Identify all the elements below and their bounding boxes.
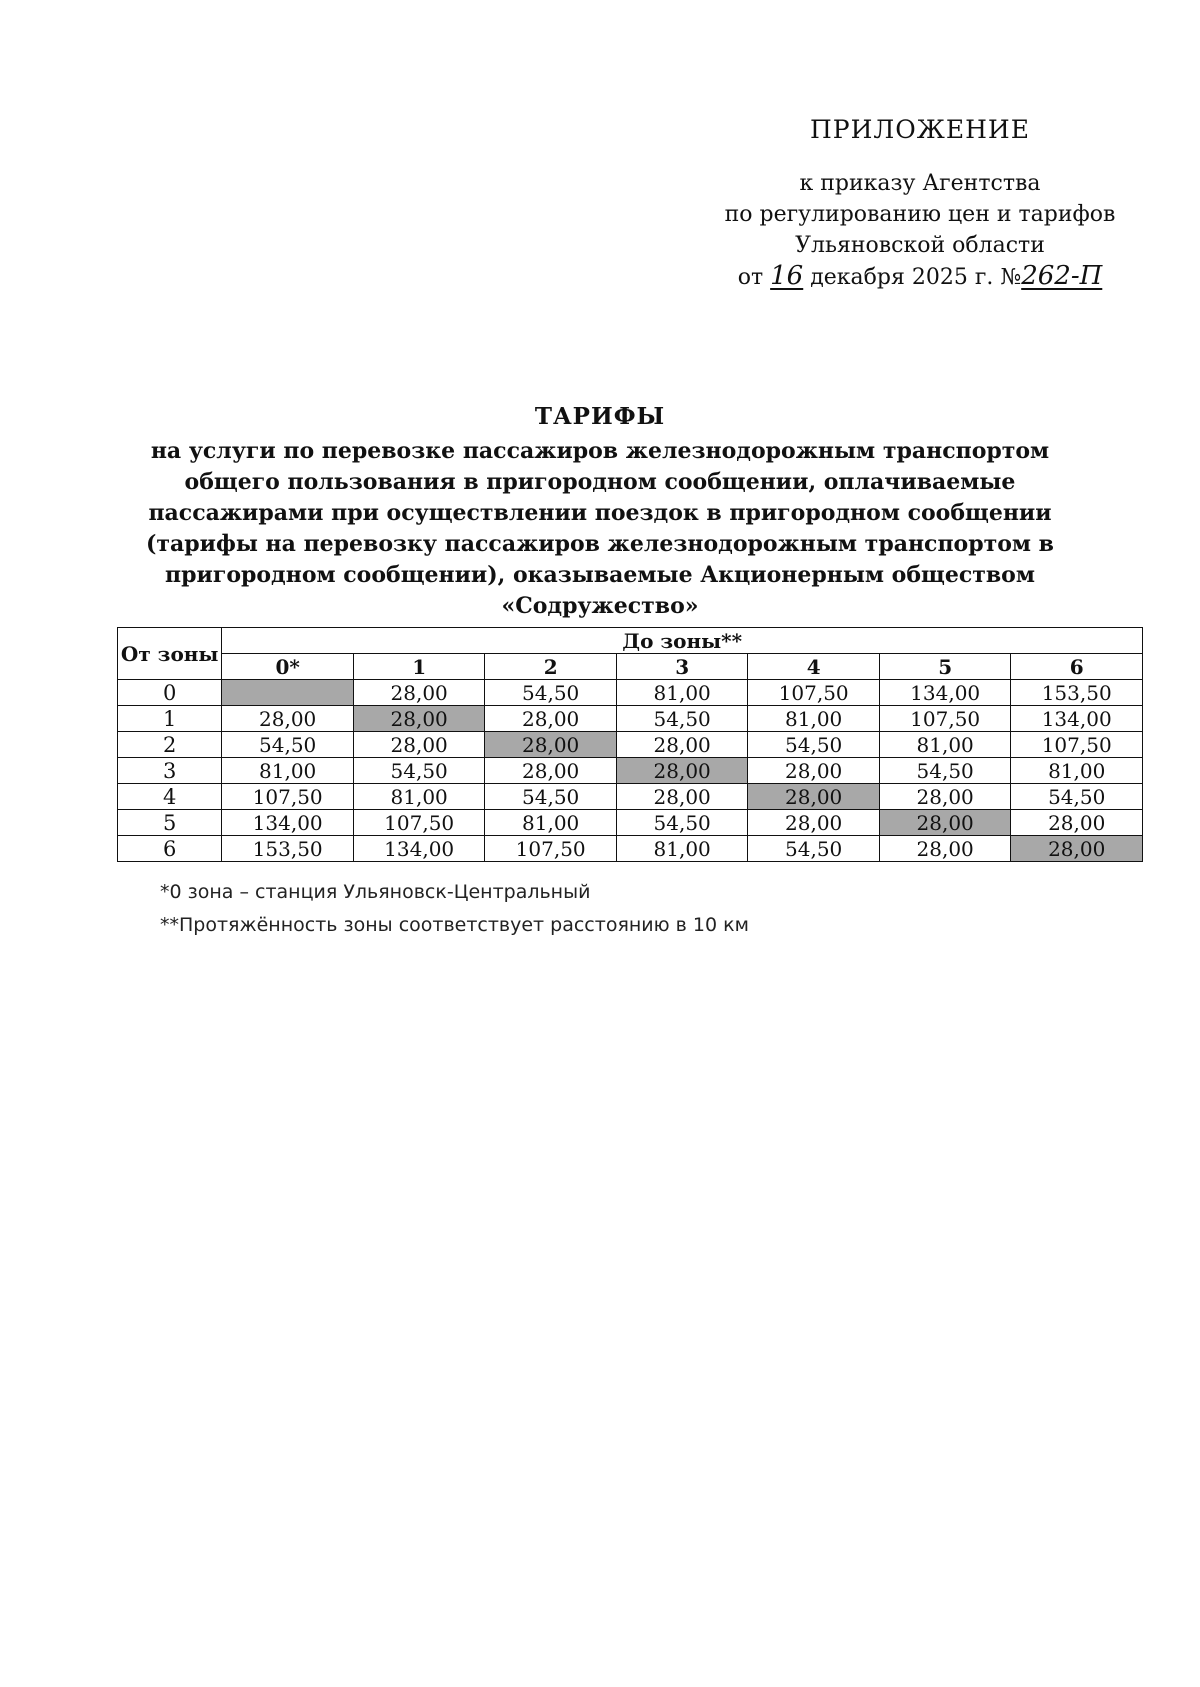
table-row: [118, 732, 1143, 758]
tariff-cell: 153,50: [222, 836, 354, 862]
tariff-cell: 54,50: [485, 784, 617, 810]
order-day: 16: [770, 261, 804, 291]
appendix-line-3: Ульяновской области: [795, 233, 1045, 258]
table-row: [118, 706, 1143, 732]
order-prefix: от: [737, 265, 764, 290]
table-row: [118, 810, 1143, 836]
from-zone-4: 4: [118, 784, 222, 810]
tariff-cell: 107,50: [1011, 732, 1143, 758]
tariff-cell: 28,00: [879, 784, 1011, 810]
tariff-cell: 28,00: [879, 810, 1011, 836]
tariff-cell: 107,50: [748, 680, 880, 706]
tariff-cell: 81,00: [748, 706, 880, 732]
table-row: [118, 784, 1143, 810]
to-zone-4: 4: [748, 654, 880, 680]
tariff-cell: 54,50: [616, 706, 748, 732]
from-zone-5: 5: [118, 810, 222, 836]
tariff-cell: 28,00: [485, 758, 617, 784]
document-title: ТАРИФЫ: [534, 403, 666, 430]
tariff-cell: 54,50: [616, 810, 748, 836]
tariff-cell: 28,00: [485, 732, 617, 758]
tariff-cell: 28,00: [616, 732, 748, 758]
tariff-cell: 28,00: [748, 784, 880, 810]
from-zone-2: 2: [118, 732, 222, 758]
note-zone-zero: *0 зона – станция Ульяновск-Центральный: [160, 881, 591, 903]
notes: [160, 876, 749, 942]
appendix-title: ПРИЛОЖЕНИЕ: [810, 115, 1030, 144]
tariff-cell: 107,50: [353, 810, 485, 836]
tariff-cell: 28,00: [353, 706, 485, 732]
tariff-cell: 28,00: [353, 732, 485, 758]
tariff-cell: 28,00: [222, 706, 354, 732]
tariff-cell: 81,00: [616, 836, 748, 862]
tariff-cell: 134,00: [879, 680, 1011, 706]
tariff-cell: 54,50: [879, 758, 1011, 784]
tariff-cell: 81,00: [616, 680, 748, 706]
tariff-cell: 28,00: [748, 810, 880, 836]
tariff-cell: 28,00: [616, 758, 748, 784]
tariff-cell: 107,50: [485, 836, 617, 862]
tariff-cell: 54,50: [1011, 784, 1143, 810]
appendix-lines: [700, 168, 1140, 293]
order-date: декабря 2025 г. №: [810, 265, 1022, 290]
tariff-cell: [222, 680, 354, 706]
to-zone-5: 5: [879, 654, 1011, 680]
tariff-cell: 28,00: [353, 680, 485, 706]
to-zone-3: 3: [616, 654, 748, 680]
note-zone-length: **Протяжённость зоны соответствует расстоянию в 10 км: [160, 914, 749, 936]
tariff-cell: 28,00: [879, 836, 1011, 862]
tariff-cell: 81,00: [222, 758, 354, 784]
tariff-cell: 54,50: [222, 732, 354, 758]
tariff-cell: 54,50: [748, 836, 880, 862]
table-row: [118, 680, 1143, 706]
tariff-cell: 54,50: [485, 680, 617, 706]
tariff-cell: 153,50: [1011, 680, 1143, 706]
to-zone-2: 2: [485, 654, 617, 680]
tariff-cell: 28,00: [485, 706, 617, 732]
appendix-block: [700, 112, 1140, 293]
tariff-cell: 28,00: [616, 784, 748, 810]
tariff-cell: 107,50: [879, 706, 1011, 732]
table-header-row-1: [118, 628, 1143, 654]
tariff-cell: 28,00: [1011, 836, 1143, 862]
tariff-cell: 81,00: [879, 732, 1011, 758]
to-zone-header: До зоны**: [222, 628, 1143, 654]
table-body: [118, 680, 1143, 862]
tariff-cell: 134,00: [1011, 706, 1143, 732]
tariff-cell: 81,00: [353, 784, 485, 810]
to-zone-6: 6: [1011, 654, 1143, 680]
tariff-cell: 107,50: [222, 784, 354, 810]
title-block: [115, 402, 1085, 622]
order-number: 262-П: [1021, 261, 1103, 291]
to-zone-1: 1: [353, 654, 485, 680]
from-zone-6: 6: [118, 836, 222, 862]
from-zone-0: 0: [118, 680, 222, 706]
tariff-cell: 134,00: [222, 810, 354, 836]
tariff-cell: 134,00: [353, 836, 485, 862]
tariff-cell: 81,00: [485, 810, 617, 836]
tariff-cell: 54,50: [353, 758, 485, 784]
table-row: [118, 836, 1143, 862]
tariff-cell: 28,00: [1011, 810, 1143, 836]
appendix-line-2: по регулированию цен и тарифов: [724, 202, 1116, 227]
appendix-line-1: к приказу Агентства: [799, 171, 1041, 196]
document-subtitle: на услуги по перевозке пассажиров железнодорожным транспортом общего пользования в пригородном сообщении, оплачиваемые пассажирами при осуществлении поездок в пригородном сообщении (тарифы на перевозку пассажиров железнодорожным транспортом в пригородном сообщении), оказываемые Акционерным обществом «Содружество»: [146, 438, 1054, 619]
order-line: [700, 261, 1140, 293]
tariff-cell: 81,00: [1011, 758, 1143, 784]
tariff-cell: 28,00: [748, 758, 880, 784]
tariff-table: [117, 627, 1143, 862]
table-row: [118, 758, 1143, 784]
to-zone-0: 0*: [222, 654, 354, 680]
from-zone-header: От зоны: [118, 628, 222, 680]
from-zone-1: 1: [118, 706, 222, 732]
table-header-row-2: [118, 654, 1143, 680]
tariff-cell: 54,50: [748, 732, 880, 758]
from-zone-3: 3: [118, 758, 222, 784]
